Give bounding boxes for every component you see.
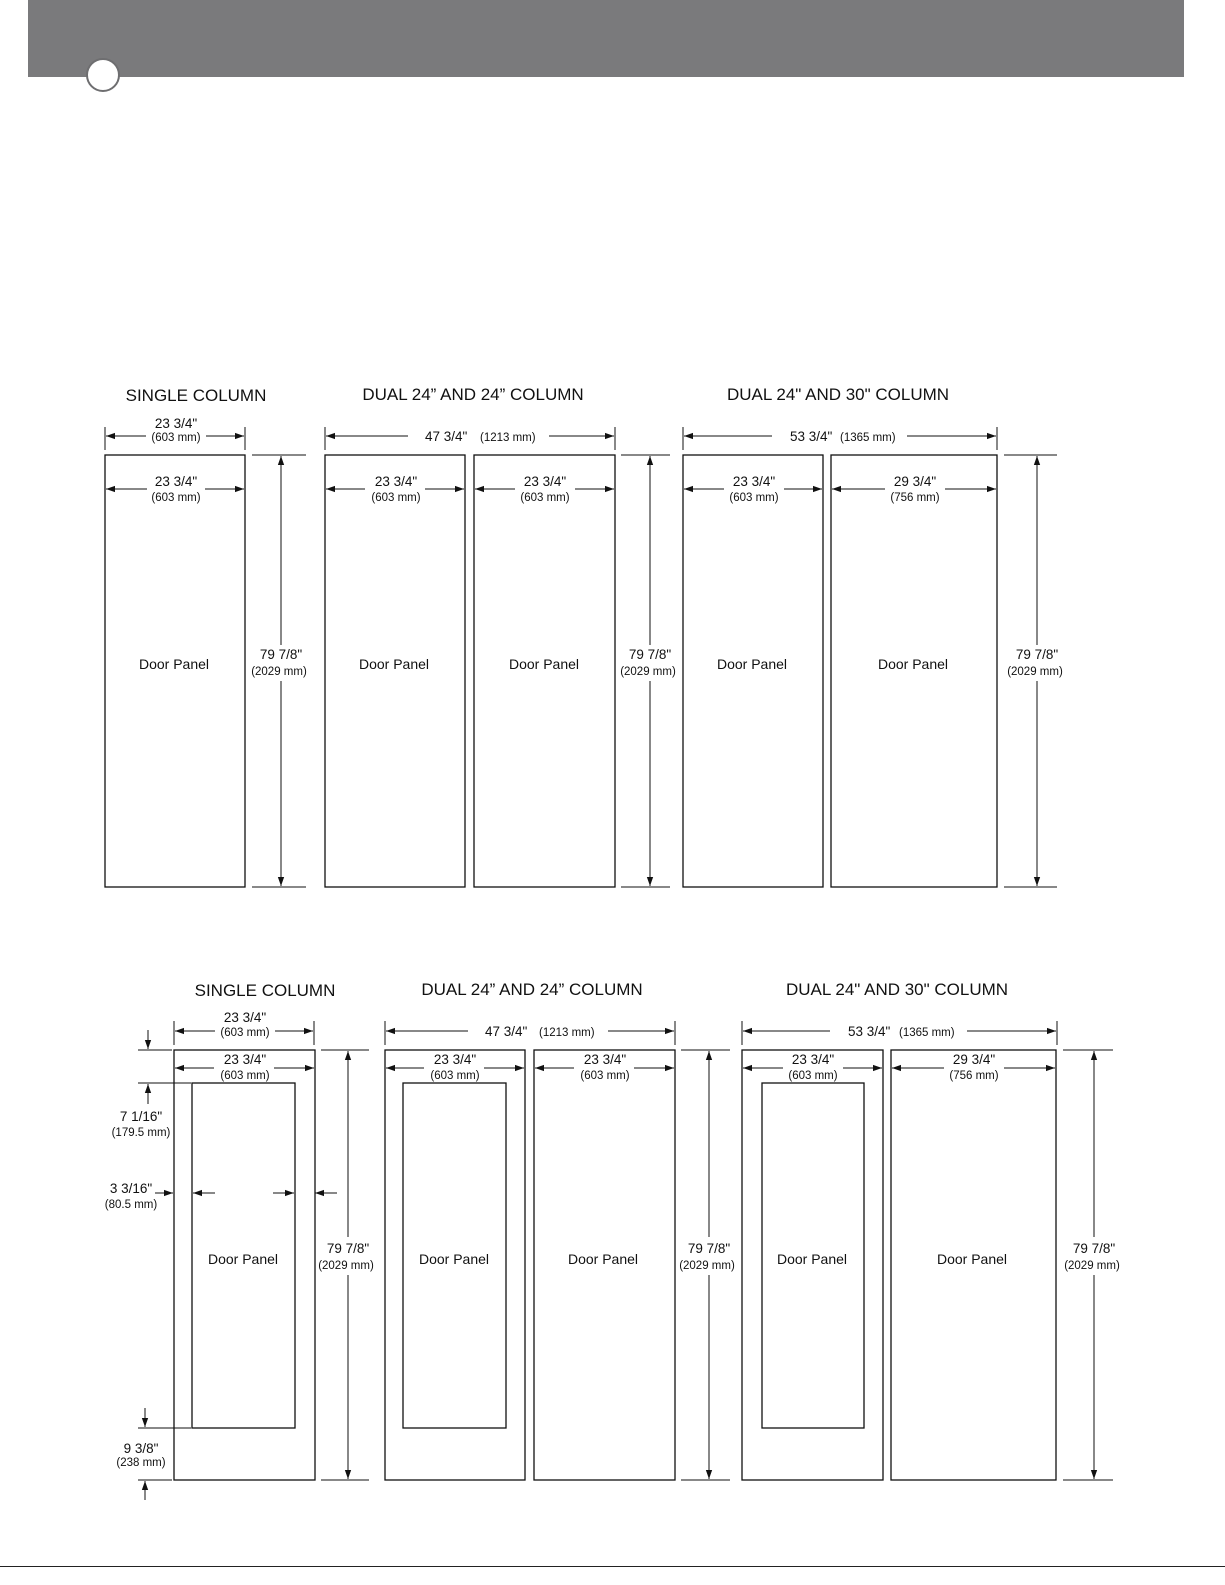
door-panel-label: Door Panel bbox=[877, 656, 949, 672]
door-panel-label: Door Panel bbox=[358, 656, 430, 672]
door-panel bbox=[683, 455, 823, 887]
height-dimension bbox=[251, 455, 307, 887]
height-in: 79 7/8" bbox=[1072, 1241, 1116, 1256]
panel-width-in: 23 3/4" bbox=[154, 474, 198, 489]
height-mm: (2029 mm) bbox=[1064, 1260, 1120, 1272]
height-in: 79 7/8" bbox=[687, 1241, 731, 1256]
overall-width-mm: (1213 mm) bbox=[480, 432, 536, 444]
door-panel bbox=[325, 455, 465, 887]
layout-title: DUAL 24” AND 24” COLUMN bbox=[421, 980, 643, 999]
frame-side-in: 3 3/16" bbox=[109, 1181, 153, 1196]
panel-width-in: 29 3/4" bbox=[952, 1052, 996, 1067]
overall-width-in: 23 3/4" bbox=[154, 416, 198, 431]
frame-bottom-mm: (238 mm) bbox=[116, 1457, 166, 1469]
door-panel-label: Door Panel bbox=[138, 656, 210, 672]
overall-width-in: 53 3/4" bbox=[790, 429, 833, 444]
panel-width-mm: (603 mm) bbox=[371, 492, 421, 504]
panel-width-mm: (756 mm) bbox=[890, 492, 940, 504]
overall-width-mm: (603 mm) bbox=[220, 1027, 270, 1039]
overall-width-mm: (603 mm) bbox=[151, 432, 201, 444]
door-panel bbox=[534, 1050, 675, 1480]
height-dimension bbox=[679, 1050, 735, 1480]
height-mm: (2029 mm) bbox=[251, 666, 307, 678]
height-mm: (2029 mm) bbox=[679, 1260, 735, 1272]
overall-width-in: 53 3/4" bbox=[848, 1024, 891, 1039]
overall-width-mm: (1365 mm) bbox=[840, 432, 896, 444]
overall-width-dimension bbox=[385, 1021, 675, 1045]
layout-title: DUAL 24" AND 30" COLUMN bbox=[726, 385, 950, 404]
overall-width-dimension bbox=[742, 1021, 1057, 1045]
panel-width-in: 23 3/4" bbox=[583, 1052, 627, 1067]
door-panel-label: Door Panel bbox=[936, 1251, 1008, 1267]
overall-width-mm: (1213 mm) bbox=[539, 1027, 595, 1039]
overall-width-dimension bbox=[325, 427, 615, 450]
door-panel-label: Door Panel bbox=[418, 1251, 490, 1267]
panel-width-mm: (603 mm) bbox=[220, 1070, 270, 1082]
door-panel bbox=[174, 1050, 315, 1480]
height-dimension bbox=[1004, 455, 1063, 887]
panel-width-in: 23 3/4" bbox=[732, 474, 776, 489]
height-dimension bbox=[1063, 1050, 1120, 1480]
door-panel-label: Door Panel bbox=[776, 1251, 848, 1267]
height-in: 79 7/8" bbox=[628, 647, 672, 662]
height-in: 79 7/8" bbox=[259, 647, 303, 662]
panel-width-mm: (603 mm) bbox=[580, 1070, 630, 1082]
frame-side-mm: (80.5 mm) bbox=[104, 1199, 158, 1211]
overall-width-in: 47 3/4" bbox=[425, 429, 468, 444]
door-panel bbox=[831, 455, 997, 887]
height-in: 79 7/8" bbox=[1015, 647, 1059, 662]
panel-width-mm: (603 mm) bbox=[520, 492, 570, 504]
layout-title: DUAL 24” AND 24” COLUMN bbox=[362, 385, 584, 404]
door-panel bbox=[105, 455, 245, 887]
diagram-glass-panels bbox=[105, 980, 1120, 1500]
frame-top-in: 7 1/16" bbox=[119, 1109, 163, 1124]
height-mm: (2029 mm) bbox=[1007, 666, 1063, 678]
panel-width-in: 23 3/4" bbox=[433, 1052, 477, 1067]
overall-width-dimension bbox=[683, 427, 997, 450]
door-panel-label: Door Panel bbox=[207, 1251, 279, 1267]
panel-width-mm: (603 mm) bbox=[729, 492, 779, 504]
overall-width-dimension bbox=[105, 416, 245, 450]
panel-width-in: 29 3/4" bbox=[893, 474, 937, 489]
frame-bottom-in: 9 3/8" bbox=[123, 1441, 159, 1456]
overall-width-in: 47 3/4" bbox=[485, 1024, 528, 1039]
panel-width-mm: (603 mm) bbox=[151, 492, 201, 504]
panel-width-in: 23 3/4" bbox=[374, 474, 418, 489]
door-panel bbox=[474, 455, 615, 887]
panel-width-in: 23 3/4" bbox=[791, 1052, 835, 1067]
layout-title: SINGLE COLUMN bbox=[125, 386, 267, 405]
panel-width-mm: (756 mm) bbox=[949, 1070, 999, 1082]
panel-width-mm: (603 mm) bbox=[430, 1070, 480, 1082]
height-mm: (2029 mm) bbox=[620, 666, 676, 678]
door-panel-label: Door Panel bbox=[508, 656, 580, 672]
layout-title: DUAL 24" AND 30" COLUMN bbox=[785, 980, 1009, 999]
door-panel-label: Door Panel bbox=[716, 656, 788, 672]
door-panel bbox=[891, 1050, 1056, 1480]
layout-title: SINGLE COLUMN bbox=[194, 981, 336, 1000]
door-panel-label: Door Panel bbox=[567, 1251, 639, 1267]
height-dimension bbox=[620, 455, 676, 887]
panel-width-in: 23 3/4" bbox=[523, 474, 567, 489]
door-panel bbox=[742, 1050, 883, 1480]
overall-width-dimension bbox=[174, 1010, 314, 1045]
height-in: 79 7/8" bbox=[326, 1241, 370, 1256]
frame-top-mm: (179.5 mm) bbox=[111, 1127, 171, 1139]
panel-width-in: 23 3/4" bbox=[223, 1052, 267, 1067]
height-dimension bbox=[318, 1050, 374, 1480]
panel-width-mm: (603 mm) bbox=[788, 1070, 838, 1082]
height-mm: (2029 mm) bbox=[318, 1260, 374, 1272]
overall-width-mm: (1365 mm) bbox=[899, 1027, 955, 1039]
overall-width-in: 23 3/4" bbox=[223, 1010, 267, 1025]
door-panel bbox=[385, 1050, 525, 1480]
diagram-plain-panels bbox=[105, 385, 1063, 887]
